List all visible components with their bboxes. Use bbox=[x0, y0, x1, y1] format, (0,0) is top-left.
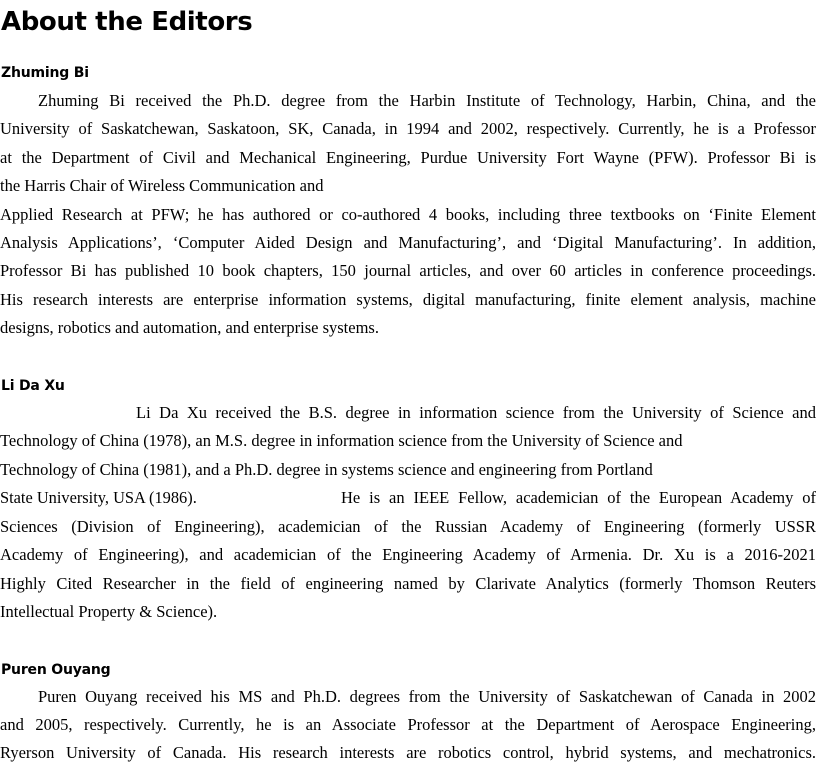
page-title: About the Editors bbox=[1, 7, 253, 37]
bio-line: Professor Bi has published 10 book chapters, 150 journal articles, and over 60 articles in conference proceedings. bbox=[0, 261, 816, 280]
bio-line: State University, USA (1986). bbox=[0, 488, 197, 507]
editor-name: Zhuming Bi bbox=[1, 65, 89, 81]
bio-line: Technology of China (1978), an M.S. degree in information science from the University of Science and bbox=[0, 431, 683, 450]
bio-line: Puren Ouyang received his MS and Ph.D. degrees from the University of Saskatchewan of Canada in 2002 bbox=[38, 687, 816, 706]
bio-line: the Harris Chair of Wireless Communication and bbox=[0, 176, 324, 195]
bio-line: Li Da Xu received the B.S. degree in information science from the University of Science and bbox=[136, 403, 816, 422]
bio-line: His research interests are enterprise information systems, digital manufacturing, finite element analysis, machine bbox=[0, 290, 816, 309]
editor-name: Puren Ouyang bbox=[1, 662, 111, 678]
editor-name: Li Da Xu bbox=[1, 378, 65, 394]
bio-line: Academy of Engineering), and academician of the Engineering Academy of Armenia. Dr. Xu is a 2016-2021 bbox=[0, 545, 816, 564]
bio-line: Sciences (Division of Engineering), academician of the Russian Academy of Engineering (formerly USSR bbox=[0, 517, 816, 536]
bio-line: Intellectual Property & Science). bbox=[0, 602, 218, 621]
bio-line: University of Saskatchewan, Saskatoon, SK, Canada, in 1994 and 2002, respectively. Currently, he is a Professor bbox=[0, 119, 816, 138]
bio-line: and 2005, respectively. Currently, he is an Associate Professor at the Department of Aerospace Engineering, bbox=[0, 715, 816, 734]
bio-line: He is an IEEE Fellow, academician of the European Academy of bbox=[341, 488, 816, 507]
bio-line: at the Department of Civil and Mechanical Engineering, Purdue University Fort Wayne (PFW). Professor Bi is bbox=[0, 148, 816, 167]
bio-line: Ryerson University of Canada. His research interests are robotics control, hybrid systems, and mechatronics. bbox=[0, 743, 816, 762]
bio-line: designs, robotics and automation, and enterprise systems. bbox=[0, 318, 379, 337]
bio-line: Technology of China (1981), and a Ph.D. degree in systems science and engineering from Portland bbox=[0, 460, 653, 479]
bio-line: Highly Cited Researcher in the field of engineering named by Clarivate Analytics (formerly Thomson Reuters bbox=[0, 574, 816, 593]
bio-line: Zhuming Bi received the Ph.D. degree from the Harbin Institute of Technology, Harbin, China, and the bbox=[38, 91, 816, 110]
bio-line: Analysis Applications’, ‘Computer Aided Design and Manufacturing’, and ‘Digital Manufacturing’. In addition, bbox=[0, 233, 816, 252]
bio-line: Applied Research at PFW; he has authored or co-authored 4 books, including three textbooks on ‘Finite Element bbox=[0, 205, 816, 224]
